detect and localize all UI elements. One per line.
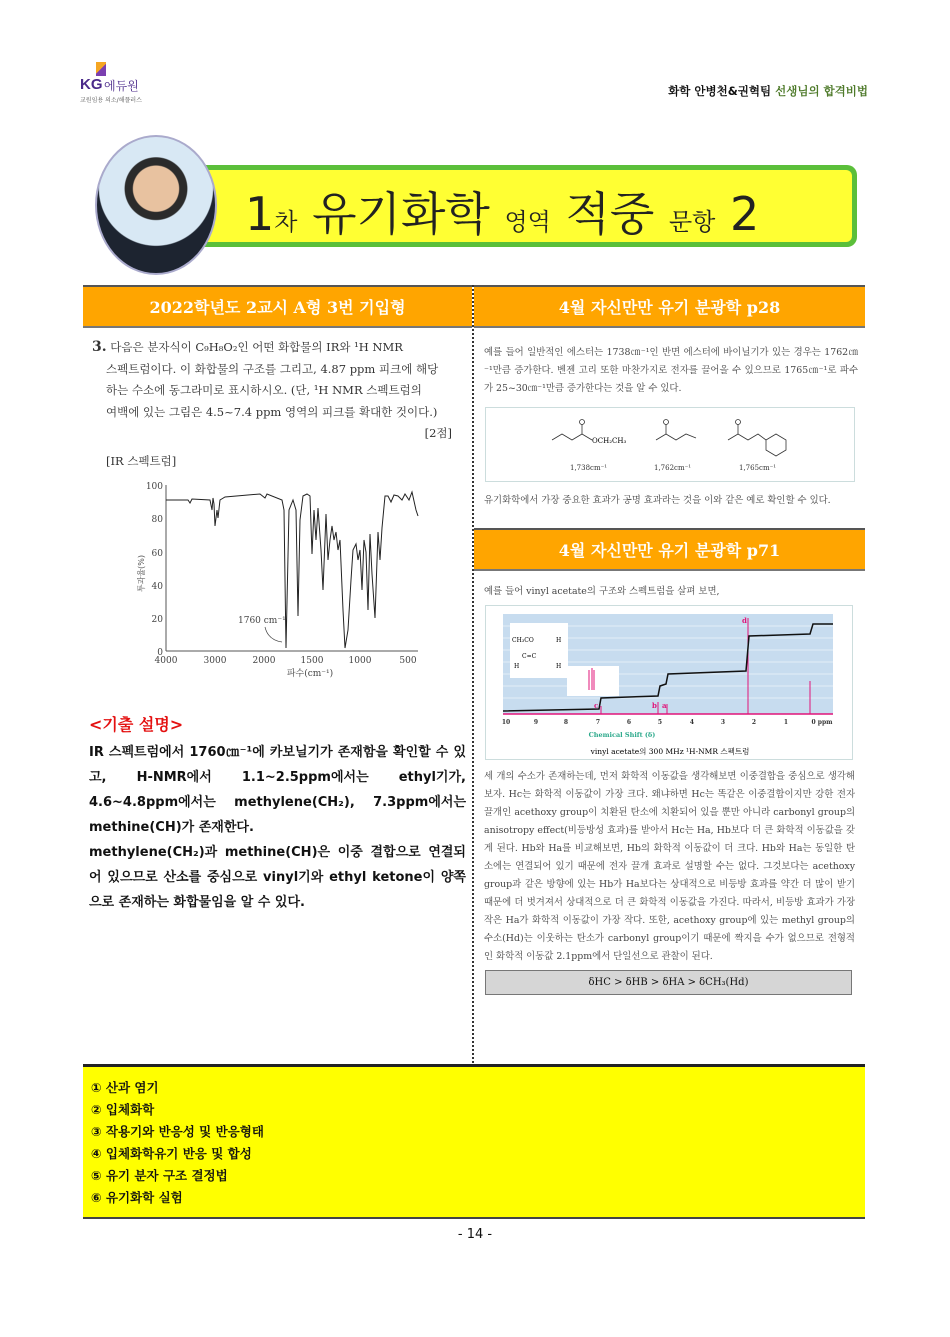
ir-xtick: 1500 [300, 656, 324, 666]
ir-ytick: 40 [151, 582, 163, 592]
kg-eduwon-logo [80, 62, 160, 104]
tagline-green: 선생님의 합격비법 [775, 84, 868, 98]
nmr-xtick: 6 [626, 719, 632, 726]
structure-group: OCH₂CH₃ [592, 437, 627, 445]
nmr-peak-label: c [594, 701, 599, 710]
ir-ytick: 20 [151, 615, 163, 625]
explanation-paragraph-2: methylene(CH₂)과 methine(CH)은 이중 결합으로 연결되어 있으므로 산소를 중심으로 vinyl기와 ethyl ketone이 양쪽으로 존재하는 화합물임을 알 수 있다. [89, 845, 466, 910]
nmr-peak-label: a [662, 701, 667, 710]
nmr-xtick: 3 [720, 719, 726, 726]
svg-text:C=C: C=C [522, 653, 537, 660]
ir-annotation: 1760 cm⁻¹ [238, 616, 286, 626]
nmr-xtick: 0 ppm [811, 719, 833, 726]
right-column-header-2: 4월 자신만만 유기 분광학 p71 [474, 528, 865, 571]
svg-text:H: H [556, 663, 562, 670]
topic-item: ② 입체화학 [91, 1102, 155, 1117]
topic-list [83, 1064, 865, 1219]
left-column-header: 2022학년도 2교시 A형 3번 기입형 [83, 285, 472, 328]
nmr-peak-label: d [742, 616, 747, 625]
shift-order-formula: δHC > δHB > δHA > δCH₃(Hd) [485, 970, 852, 995]
tagline-team: 화학 안병천&권혁팀 [668, 84, 772, 98]
ir-ylabel: 투과율(%) [137, 554, 146, 592]
nmr-explanation: 세 개의 수소가 존재하는데, 먼저 화학적 이동값을 생각해보면 이중결합을 중심으로 생각해보자. Hc는 화학적 이동값이 가장 크다. 왜냐하면 Hc는 똑같은 이중결합이지만 강한 전자끌개인 acethoxy group이 치환된 탄소에 치환되어 있을 뿐만 아니라 carbonyl group의 anisotropy effect(비등방성 효과)를 받아서 Hc는 Ha, Hb보다 더 큰 화학적 이동값을 갖게 된다. Hb와 Ha를 비교해보면, Hb의 화학적 이동값이 더 크다. Hb와 Ha는 동일한 탄소에는 연결되어 있기 때문에 전자 끌개 효과로 설명할 수는 없다. 그것보다는 acethoxy group과 같은 방향에 있는 Hb가 Ha보다는 상대적으로 비등방 효과를 약간 더 많이 받기 때문에 더 벗겨져서 상대적으로 더 큰 화학적 이동값을 가진다. 따라서, 비등방 효과가 가장 작은 Ha가 화학적 이동값이 가장 작다. 또한, acethoxy group에 있는 methyl group의 수소(Hd)는 이웃하는 탄소가 carbonyl group이기 때문에 짝지을 수가 없으므로 전형적인 화학적 이동값 2.1ppm에서 단일선으로 관찰이 된다. [484, 771, 855, 962]
nmr-xtick: 5 [657, 719, 663, 726]
nmr-xtick: 7 [595, 719, 601, 726]
teacher-photo [95, 135, 217, 275]
logo-name: 에듀원 [104, 79, 139, 93]
question: 3. 다음은 분자식이 C₉H₈O₂인 어떤 화합물의 IR와 ¹H NMR 스펙트럼이다. 이 화합물의 구조를 그리고, 4.87 ppm 피크에 해당 하는 수소에 동그라미로 표시하시오. (단, ¹H NMR 스펙트럼의 여백에 있는 그림은 4.5~7.4 ppm 영역의 피크를 확대한 것이다.) [2점] [92, 339, 452, 440]
structure-freq: 1,738cm⁻¹ [570, 464, 608, 472]
nmr-xtick: 4 [689, 719, 695, 726]
explanation-paragraph-1: IR 스펙트럼에서 1760㎝⁻¹에 카보닐기가 존재함을 확인할 수 있고, H-NMR에서 1.1~2.5ppm에서는 ethyl기가, 4.6~4.8ppm에서는 methylene(CH₂), 7.3ppm에서는 methine(CH)가 존재한다. [89, 745, 466, 835]
topic-item: ⑥ 유기화학 실험 [91, 1190, 183, 1205]
column-divider [472, 285, 474, 1063]
ir-ytick: 100 [145, 482, 163, 492]
svg-text:H: H [556, 637, 562, 644]
topic-item: ③ 작용기와 반응성 및 반응형태 [91, 1124, 264, 1139]
ir-label: [IR 스펙트럼] [106, 454, 177, 468]
svg-text:CH₃CO: CH₃CO [512, 637, 534, 644]
logo-brand: KG [80, 76, 103, 93]
topic-item: ⑤ 유기 분자 구조 결정법 [91, 1168, 228, 1183]
nmr-caption: vinyl acetate의 300 MHz ¹H-NMR 스펙트럼 [590, 747, 750, 756]
nmr-peak-label: b [652, 701, 657, 710]
ir-xtick: 2000 [252, 656, 276, 666]
ir-ytick: 0 [157, 648, 163, 658]
explanation [89, 740, 466, 915]
svg-text:H: H [514, 663, 520, 670]
ir-explanation-text: 예를 들어 일반적인 에스터는 1738㎝⁻¹인 반면 에스터에 바이닐기가 있는 경우는 1762㎝⁻¹만큼 증가한다. 벤젠 고리 또한 마찬가지로 전자를 끌어올 수 있으므로 1765㎝⁻¹로 파수가 25~30㎝⁻¹만큼 증가한다는 것을 알 수 있다. [484, 347, 858, 394]
ir-xtick: 3000 [203, 656, 227, 666]
resonance-text: 유기화학에서 가장 중요한 효과가 공명 효과라는 것을 이와 같은 예로 확인할 수 있다. [484, 495, 831, 506]
topic-item: ① 산과 염기 [91, 1080, 159, 1095]
structure-freq: 1,765cm⁻¹ [739, 464, 777, 472]
nmr-xtick: 2 [751, 719, 757, 726]
page-title: 1차 유기화학 영역 적중 문항 2 [245, 187, 760, 241]
ester-structures-figure [485, 407, 855, 482]
nmr-xtick: 1 [783, 719, 789, 726]
ir-xtick: 500 [399, 656, 417, 666]
right-column-header-1: 4월 자신만만 유기 분광학 p28 [474, 285, 865, 328]
nmr-xtick: 9 [533, 719, 539, 726]
vinyl-acetate-intro: 예를 들어 vinyl acetate의 구조와 스펙트럼을 살펴 보면, [484, 586, 720, 597]
ir-xtick: 1000 [348, 656, 372, 666]
ir-ytick: 80 [151, 515, 163, 525]
nmr-figure [485, 605, 853, 760]
nmr-xtick: 8 [563, 719, 569, 726]
ir-xtick: 4000 [154, 656, 178, 666]
page-number: - 14 - [457, 1227, 493, 1242]
logo-sub: 교원임용 의소/해플러스 [80, 97, 142, 104]
nmr-xtick: 10 [501, 719, 511, 726]
ir-xlabel: 파수(cm⁻¹) [286, 669, 334, 679]
logo-mark-icon [96, 62, 106, 76]
ir-ytick: 60 [151, 549, 163, 559]
nmr-xlabel: Chemical Shift (δ) [588, 731, 656, 739]
header-tagline [668, 83, 868, 99]
structure-freq: 1,762cm⁻¹ [654, 464, 692, 472]
topic-item: ④ 입체화학유기 반응 및 합성 [91, 1146, 252, 1161]
ir-spectrum [100, 470, 440, 685]
explanation-title: <기출 설명> [89, 715, 184, 734]
